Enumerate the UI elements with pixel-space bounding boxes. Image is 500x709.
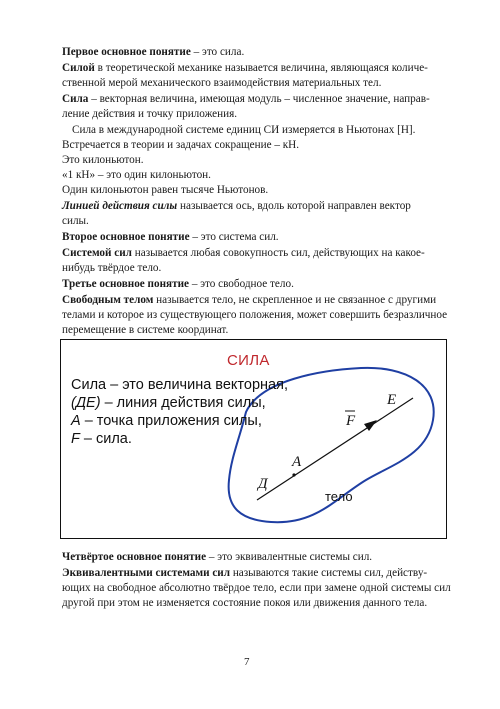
figure-text-line-1: Сила – это величина векторная, bbox=[71, 377, 288, 393]
term-force: Силой bbox=[62, 62, 95, 74]
text: называется любая совокупность сил, действующих на какое- bbox=[131, 247, 425, 259]
text: – сила. bbox=[79, 431, 132, 447]
text: перемещение в системе координат. bbox=[62, 324, 229, 336]
text: – векторная величина, имеющая модуль – численное значение, направ- bbox=[88, 93, 430, 105]
text: другой при этом не изменяется состояние покоя или движения данного тела. bbox=[62, 597, 428, 609]
text: – точка приложения силы, bbox=[80, 413, 262, 429]
text: Сила в международной системе единиц СИ измеряется в Ньютонах [Н]. bbox=[72, 124, 416, 136]
line-of-action bbox=[257, 398, 413, 500]
paragraph-first-concept bbox=[62, 44, 438, 61]
paragraph-free-body-cont2 bbox=[62, 322, 438, 339]
text: – это система сил. bbox=[189, 231, 279, 243]
page-number: 7 bbox=[244, 656, 250, 668]
text: – это свободное тело. bbox=[189, 278, 294, 290]
term-system-of-forces: Системой сил bbox=[62, 247, 132, 259]
point-label: А bbox=[71, 413, 81, 429]
force-figure bbox=[60, 339, 447, 539]
text: нибудь твёрдое тело. bbox=[62, 262, 162, 274]
text: – это эквивалентные системы сил. bbox=[206, 551, 373, 563]
text: силы. bbox=[62, 215, 89, 227]
paragraph-one-kn-equals bbox=[62, 182, 438, 199]
text: ющих на свободное абсолютно твёрдое тело, если при замене одной системы сил bbox=[62, 582, 451, 594]
text: ственной мерой механического взаимодействия материальных тел. bbox=[62, 77, 382, 89]
paragraph-second-concept bbox=[62, 229, 438, 246]
text: Один килоньютон равен тысяче Ньютонов. bbox=[62, 184, 269, 196]
text: ление действия и точку приложения. bbox=[62, 108, 238, 120]
term-third-concept: Третье основное понятие bbox=[62, 278, 190, 290]
label-E: E bbox=[387, 392, 397, 408]
paragraph-fourth-concept bbox=[62, 549, 438, 566]
text: – линия действия силы, bbox=[100, 395, 266, 411]
label-F: F bbox=[346, 413, 356, 429]
figure-text-line-4 bbox=[71, 430, 132, 448]
text: называется ось, вдоль которой направлен вектор bbox=[177, 200, 411, 212]
text: Это килоньютон. bbox=[62, 154, 144, 166]
label-A: A bbox=[292, 454, 302, 470]
paragraph-system-of-forces-cont bbox=[62, 260, 438, 277]
force-label: F bbox=[71, 431, 80, 447]
figure-text-line-3 bbox=[71, 412, 262, 430]
text: называются такие системы сил, действу- bbox=[230, 567, 428, 579]
label-D: Д bbox=[258, 476, 268, 492]
text: Встречается в теории и задачах сокращение – кН. bbox=[62, 139, 300, 151]
text: «1 кН» – это один килоньютон. bbox=[62, 169, 211, 181]
term-line-of-action: Линией действия силы bbox=[62, 200, 178, 212]
figure-title: СИЛА bbox=[227, 352, 270, 369]
text: называется тело, не скрепленное и не связанное с другими bbox=[153, 294, 437, 306]
paragraph-line-of-action-cont bbox=[62, 213, 438, 230]
point-A-marker bbox=[292, 473, 295, 476]
term-force-vector: Сила bbox=[62, 93, 89, 105]
paragraph-force-definition-cont bbox=[62, 75, 438, 92]
term-first-concept: Первое основное понятие bbox=[62, 46, 191, 58]
line-label: (ДЕ) bbox=[71, 395, 101, 411]
term-equivalent-systems: Эквивалентными системами сил bbox=[62, 567, 231, 579]
text: телами и которое из существующего положения, может совершить безразличное bbox=[62, 309, 448, 321]
paragraph-force-vector-cont bbox=[62, 106, 438, 123]
figure-text-line-2 bbox=[71, 394, 266, 412]
term-fourth-concept: Четвёртое основное понятие bbox=[62, 551, 207, 563]
text: – это сила. bbox=[190, 46, 245, 58]
text: в теоретической механике называется величина, являющаяся количе- bbox=[94, 62, 428, 74]
label-body: тело bbox=[325, 489, 353, 504]
term-second-concept: Второе основное понятие bbox=[62, 231, 190, 243]
paragraph-third-concept bbox=[62, 276, 438, 293]
paragraph-equivalent-systems-cont2 bbox=[62, 595, 438, 612]
term-free-body: Свободным телом bbox=[62, 294, 154, 306]
